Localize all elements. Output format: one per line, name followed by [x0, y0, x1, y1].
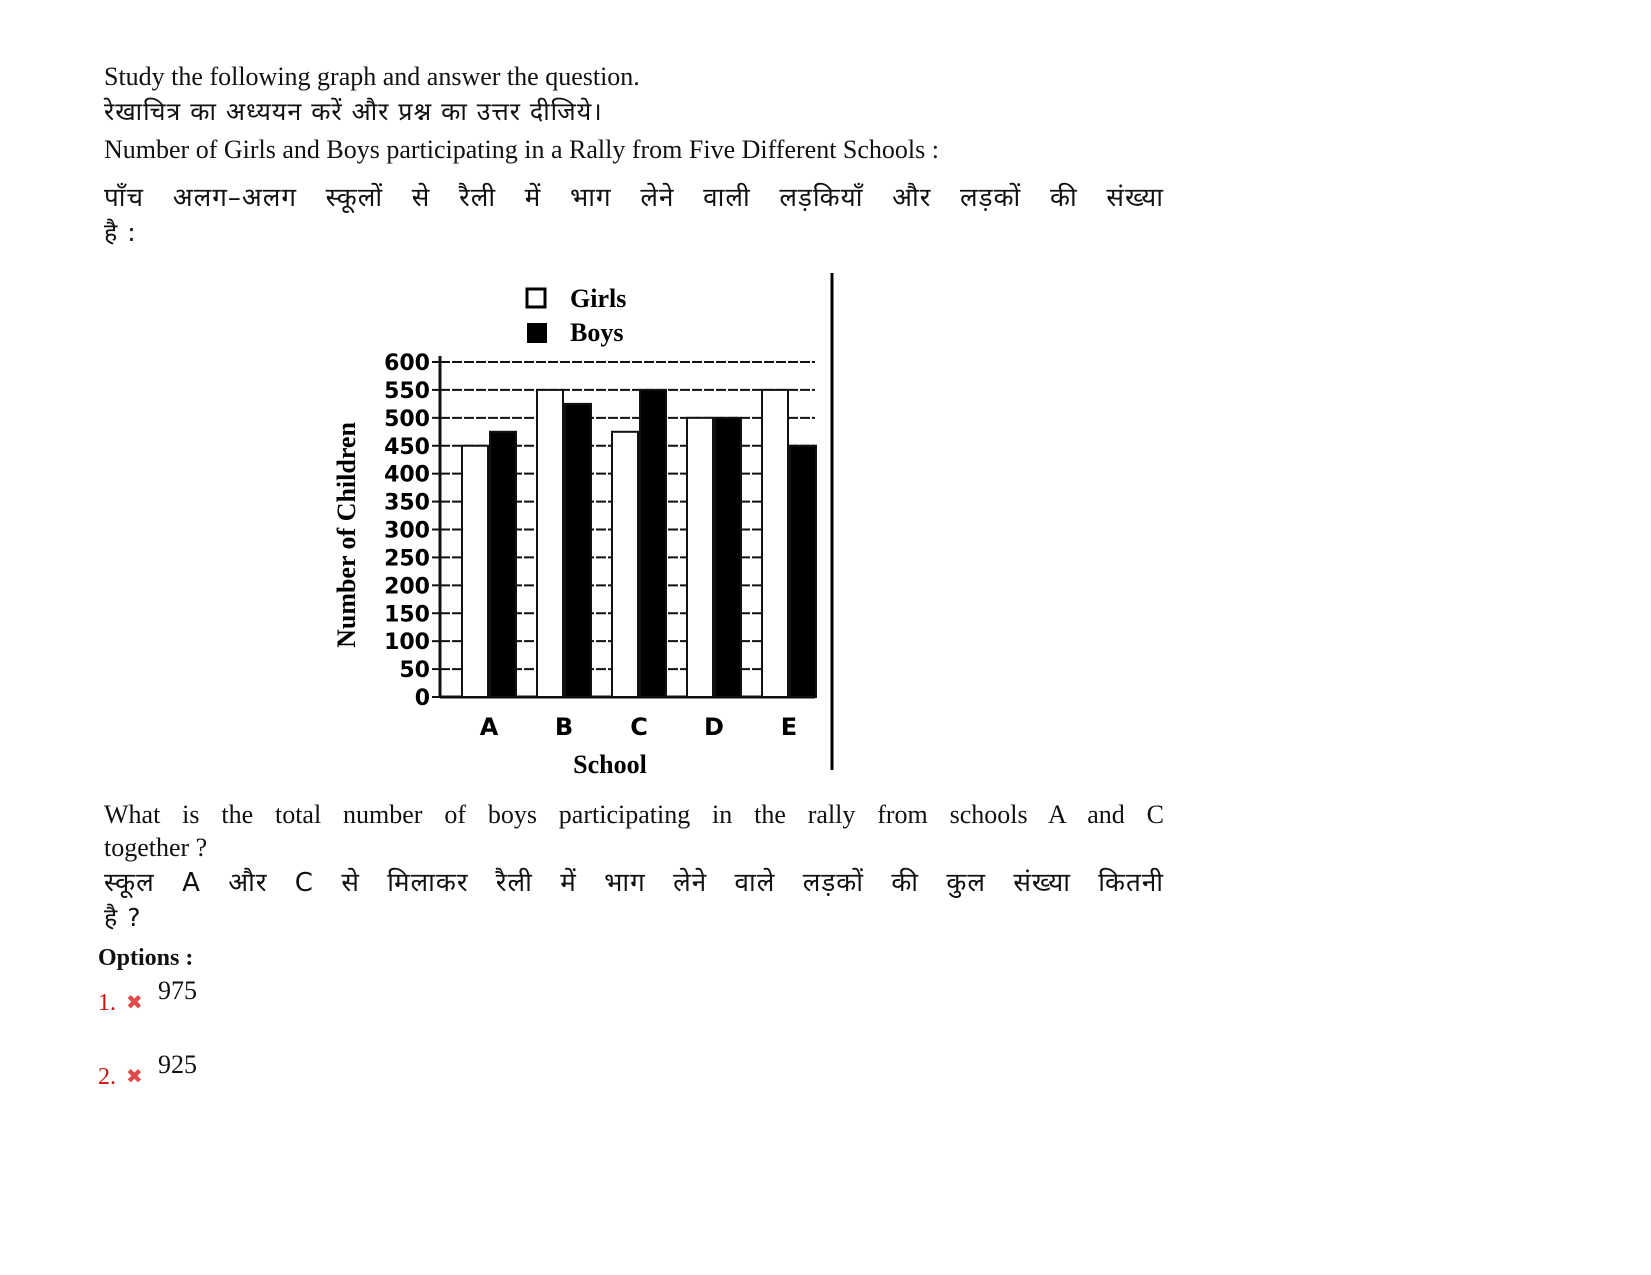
bar-girls-b	[537, 390, 563, 697]
bar-chart	[332, 284, 860, 785]
y-tick-label: 100	[384, 630, 430, 656]
y-tick-label: 150	[384, 602, 430, 628]
legend-boys-swatch	[527, 323, 547, 343]
x-tick-label: D	[704, 713, 724, 741]
option-1-number: 1.	[98, 990, 116, 1016]
y-tick-label: 450	[384, 434, 430, 460]
question-hindi-line1: स्कूल A और C से मिलाकर रैली में भाग लेने वाले लड़कों की कुल संख्या कितनी	[104, 868, 1164, 898]
question-english-line2: together ?	[104, 833, 208, 862]
chart-title-hindi-line1: पाँच अलग–अलग स्कूलों से रैली में भाग लेने वाली लड़कियाँ और लड़कों की संख्या	[104, 183, 1164, 213]
bar-girls-a	[462, 446, 488, 697]
intro-english: Study the following graph and answer the question.	[104, 62, 640, 91]
y-tick-label: 0	[414, 686, 430, 711]
legend-boys-label: Boys	[570, 318, 624, 347]
y-tick-label: 50	[399, 658, 430, 684]
option-2-value: 925	[158, 1050, 197, 1079]
legend-girls-label: Girls	[570, 284, 627, 313]
y-tick-label: 550	[384, 378, 430, 404]
y-tick-label: 300	[384, 518, 430, 544]
question-hindi-line2: है ?	[104, 903, 142, 932]
options-label: Options :	[98, 945, 194, 971]
legend	[527, 284, 626, 347]
x-tick-label: A	[479, 713, 499, 741]
y-tick-label: 400	[384, 462, 430, 488]
intro-hindi: रेखाचित्र का अध्ययन करें और प्रश्न का उत्तर दीजिये।	[104, 97, 603, 126]
x-tick-label: B	[554, 713, 574, 741]
bar-boys-a	[490, 432, 516, 697]
option-2-number: 2.	[98, 1064, 116, 1090]
question-english-line1: What is the total number of boys participating in the rally from schools A and C	[104, 800, 1164, 829]
bar-girls-d	[687, 418, 713, 697]
x-axis-label: School	[573, 750, 647, 779]
legend-girls-swatch	[527, 289, 545, 307]
y-tick-label: 500	[384, 406, 430, 432]
bar-boys-c	[640, 390, 666, 697]
x-tick-label: C	[630, 713, 648, 741]
bar-boys-e	[790, 446, 816, 697]
cross-icon: ✖	[126, 1064, 143, 1088]
x-tick-label: E	[780, 713, 798, 741]
option-1-value: 975	[158, 976, 197, 1005]
chart-title-english: Number of Girls and Boys participating in a Rally from Five Different Schools :	[104, 135, 939, 164]
y-axis-label: Number of Children	[332, 422, 361, 648]
bar-boys-b	[565, 404, 591, 697]
y-tick-label: 350	[384, 490, 430, 516]
y-tick-label: 200	[384, 574, 430, 600]
y-tick-label: 600	[384, 351, 430, 376]
bar-girls-e	[762, 390, 788, 697]
chart-title-hindi-line2: है :	[104, 218, 137, 247]
bar-boys-d	[715, 418, 741, 697]
bar-girls-c	[612, 432, 638, 697]
cross-icon: ✖	[126, 990, 143, 1014]
y-tick-label: 250	[384, 546, 430, 572]
